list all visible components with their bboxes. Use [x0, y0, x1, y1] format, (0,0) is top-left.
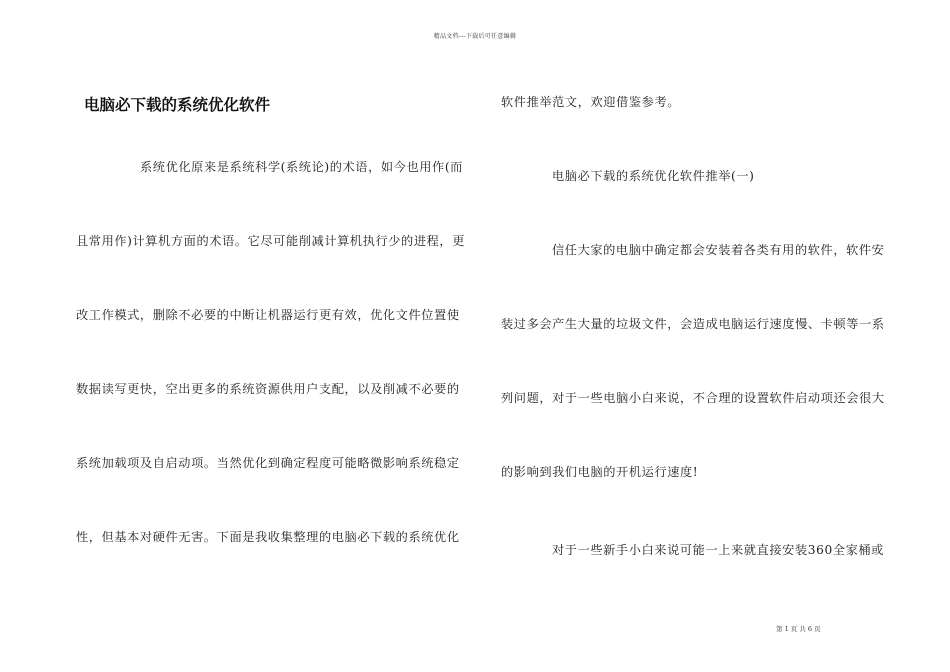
left-line-6: 性，但基本对硬件无害。下面是我收集整理的电脑必下载的系统优化 [76, 530, 460, 544]
left-line-2: 且常用作)计算机方面的术语。它尽可能削减计算机执行少的进程，更 [76, 234, 465, 248]
right-line-5: 列问题，对于一些电脑小白来说，不合理的设置软件启动项还会很大 [501, 391, 885, 405]
left-line-4: 数据读写更快，空出更多的系统资源供用户支配，以及削减不必要的 [76, 382, 460, 396]
left-line-1: 系统优化原来是系统科学(系统论)的术语，如今也用作(而 [140, 160, 463, 174]
left-line-5: 系统加载项及自启动项。当然优化到确定程度可能略微影响系统稳定 [76, 456, 460, 470]
right-line-7: 对于一些新手小白来说可能一上来就直接安装360全家桶或 [552, 543, 884, 557]
left-line-3: 改工作模式，删除不必要的中断让机器运行更有效，优化文件位置使 [76, 308, 460, 322]
right-line-1: 软件推举范文，欢迎借鉴参考。 [501, 95, 681, 109]
document-title: 电脑必下载的系统优化软件 [84, 96, 271, 114]
section-heading: 电脑必下载的系统优化软件推举(一) [552, 169, 755, 183]
right-line-6: 的影响到我们电脑的开机运行速度! [501, 465, 699, 479]
page-header-note: 精品文档---下载后可任意编辑 [433, 33, 517, 40]
right-line-4: 装过多会产生大量的垃圾文件，会造成电脑运行速度慢、卡顿等一系 [501, 317, 885, 331]
right-line-3: 信任大家的电脑中确定都会安装着各类有用的软件，软件安 [552, 243, 885, 257]
page-number-indicator: 第 1 页 共 6 页 [776, 625, 821, 633]
